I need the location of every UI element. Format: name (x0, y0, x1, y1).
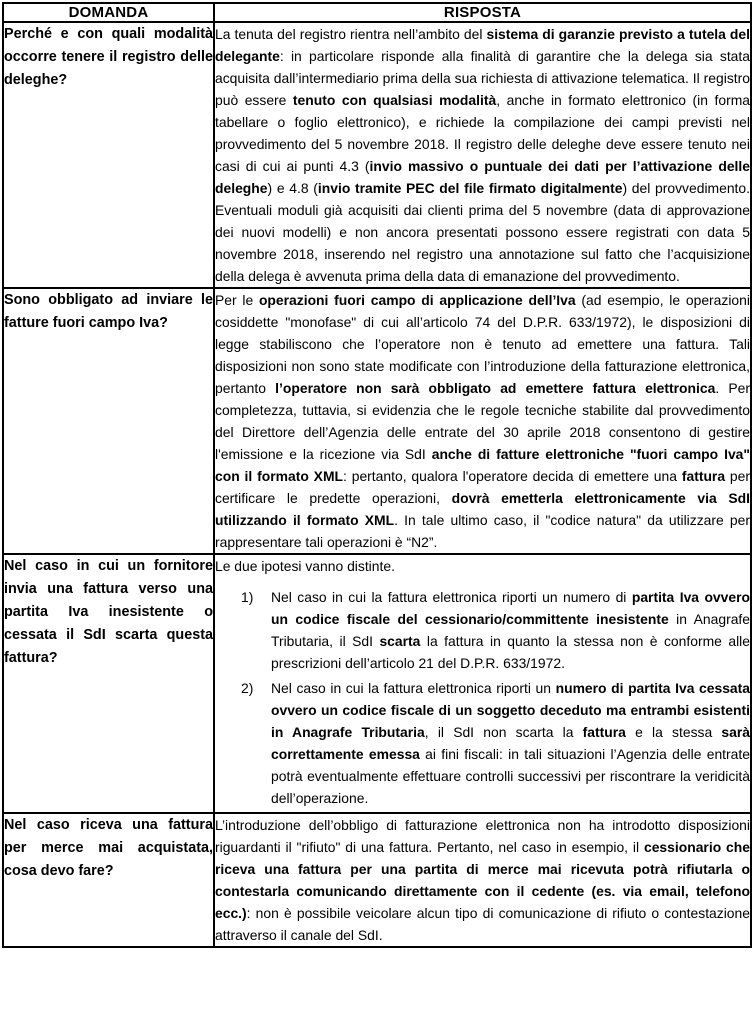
question-cell (3, 288, 214, 554)
bold-text-segment: fattura (681, 468, 726, 484)
bold-text-segment: scarta (379, 633, 421, 649)
text-segment: . In tale ultimo caso, il "codice natura" da utilizzare per rappresentare tali operazioni è “N2”. (215, 512, 750, 550)
bold-text-segment: partita Iva ovvero un codice fiscale del cessionario/committente inesistente (271, 589, 750, 627)
answer-cell (214, 288, 751, 554)
bold-text-segment: operazioni fuori campo di applicazione dell’Iva (258, 292, 576, 308)
table-row (3, 554, 751, 813)
bold-text-segment: tenuto con qualsiasi modalità (292, 92, 497, 108)
list-item-text (271, 586, 750, 674)
table-row (3, 288, 751, 554)
faq-table-header (3, 3, 751, 22)
text-segment: : in particolare risponde alla finalità di garantire che la delega sia stata acquisita dall’intermediario prima della sua richiesta di attivazione telematica. Il registro può essere (215, 48, 750, 108)
bold-text-segment: cessionario che riceva una fattura per una partita di merce mai ricevuta potrà rifiutarla o contestarla comunicando direttamente con il cedente (es. via email, telefono ecc.) (215, 839, 750, 921)
bold-text-segment: l’operatore non sarà obbligato ad emettere fattura elettronica (275, 380, 716, 396)
answer-paragraph (215, 289, 750, 553)
question-cell (3, 813, 214, 947)
text-segment: Nel caso in cui la fattura elettronica riporti un numero di (271, 589, 632, 605)
question-cell (3, 554, 214, 813)
list-item-text (271, 677, 750, 809)
list-item (241, 586, 750, 674)
list-item-marker: 1) (241, 589, 254, 605)
text-segment: : pertanto, qualora l'operatore decida di emettere una (343, 468, 682, 484)
question-cell (3, 22, 214, 288)
question-text: Perché e con quali modalità occorre tenere il registro delle deleghe? (4, 26, 213, 88)
text-segment: La tenuta del registro rientra nell’ambito del (215, 26, 487, 42)
list-item-marker: 2) (241, 680, 254, 696)
answer-paragraph (215, 555, 750, 577)
text-segment: L’introduzione dell’obbligo di fatturazione elettronica non ha introdotto disposizioni riguardanti il "rifiuto" di una fattura. Pertanto, nel caso in esempio, il (215, 817, 750, 855)
question-text: Sono obbligato ad inviare le fatture fuori campo Iva? (4, 292, 213, 331)
text-segment: (ad esempio, le operazioni cosiddette "monofase" di cui all’articolo 74 del D.P.R. 633/1972), le disposizioni di legge stabiliscono che l’operatore non è tenuto ad emettere una fattura. Tali disposizioni non sono state modificate con l’introduzione della fatturazione elettronica, pertanto (215, 292, 750, 396)
list-item (241, 677, 750, 809)
text-segment: Per le (215, 292, 259, 308)
text-segment: la fattura in quanto la stessa non è conforme alle prescrizioni dell’articolo 21 del D.P.R. 633/1972. (271, 633, 750, 671)
text-segment: . Per completezza, tuttavia, si evidenzia che le regole tecniche stabilite dal provvedimento del Direttore dell’Agenzia delle entrate del 30 aprile 2018 consentono di gestire l'emissione e la ricezione via SdI (215, 380, 750, 462)
answer-paragraph (215, 814, 750, 946)
question-text: Nel caso riceva una fattura per merce mai acquistata, cosa devo fare? (4, 817, 213, 879)
text-segment: : non è possibile veicolare alcun tipo di comunicazione di rifiuto o contestazione attraverso il canale del SdI. (215, 905, 750, 943)
bold-text-segment: dovrà emetterla elettronicamente via SdI utilizzando il formato XML (215, 490, 750, 528)
bold-text-segment: numero di partita Iva cessata ovvero un codice fiscale di un soggetto deceduto ma entrambi esistenti in Anagrafe Tributaria (271, 680, 750, 740)
answer-cell (214, 813, 751, 947)
question-text: Nel caso in cui un fornitore invia una fattura verso una partita Iva inesistente o cessata il SdI scarta questa fattura? (4, 558, 213, 666)
table-row (3, 813, 751, 947)
text-segment: , anche in formato elettronico (in forma tabellare o foglio elettronico), e richiede la compilazione dei campi previsti nel provvedimento del 5 novembre 2018. Il registro delle deleghe deve essere tenuto nei casi di cui ai punti 4.3 ( (215, 92, 750, 174)
text-segment: per certificare le predette operazioni, (215, 468, 750, 506)
bold-text-segment: invio massivo o puntuale dei dati per l’attivazione delle deleghe (215, 158, 750, 196)
faq-table (2, 2, 752, 948)
text-segment: e la stessa (625, 724, 722, 740)
bold-text-segment: anche di fatture elettroniche "fuori campo Iva" con il formato XML (215, 446, 750, 484)
answer-cell (214, 22, 751, 288)
bold-text-segment: sistema di garanzie previsto a tutela del delegante (215, 26, 750, 64)
text-segment: in Anagrafe Tributaria, il SdI (271, 611, 750, 649)
answer-paragraph (215, 23, 750, 287)
faq-table-body (3, 22, 751, 947)
text-segment: ai fini fiscali: in tali situazioni l’Agenzia delle entrate potrà eventualmente effettuare controlli successivi per riscontrare la veridicità dell’operazione. (271, 746, 750, 806)
table-row (3, 22, 751, 288)
header-row (3, 3, 751, 22)
column-header-risposta: RISPOSTA (214, 3, 751, 22)
text-segment: ) e 4.8 ( (267, 180, 318, 196)
column-header-domanda: DOMANDA (3, 3, 214, 22)
bold-text-segment: sarà correttamente emessa (271, 724, 750, 762)
text-segment: ) del provvedimento. Eventuali moduli già acquisiti dai clienti prima del 5 novembre (data di approvazione dei nuovi modelli) e non ancora presentati possono essere registrati con data 5 novembre 2018, inserendo nel registro una annotazione sul fatto che l’acquisizione della delega è avvenuta prima della data di emanazione del provvedimento. (215, 180, 750, 284)
text-segment: Le due ipotesi vanno distinte. (215, 558, 395, 574)
text-segment: Nel caso in cui la fattura elettronica riporti un (271, 680, 556, 696)
bold-text-segment: fattura (582, 724, 626, 740)
answer-cell (214, 554, 751, 813)
bold-text-segment: invio tramite PEC del file firmato digitalmente (317, 180, 623, 196)
text-segment: , il SdI non scarta la (424, 724, 583, 740)
answer-numbered-list (241, 586, 750, 809)
